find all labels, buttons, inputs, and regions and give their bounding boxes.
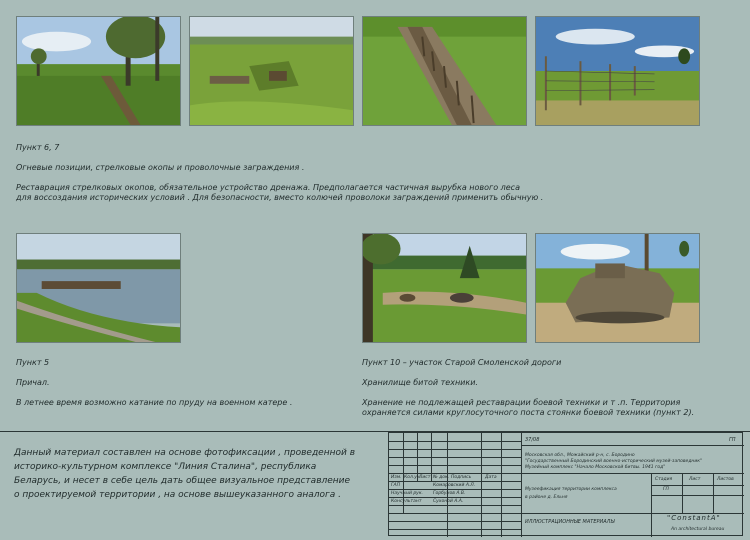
section3-line1: Хранилище битой техники.: [362, 378, 478, 387]
stamp-title2: в районе д. Ельня: [525, 495, 568, 500]
photo-road-landscape: [362, 233, 527, 343]
section3-heading: Пункт 10 – участок Старой Смоленской дороги: [362, 358, 562, 367]
stamp-hdr-list: Лист: [419, 475, 431, 480]
photo-field-trench: [16, 16, 181, 126]
stamp-company: "ConstantA": [667, 514, 721, 522]
section1-heading: Пункт 6, 7: [16, 143, 60, 152]
stamp-name3: Сухоной А.А.: [433, 499, 464, 504]
note-line1: Данный материал составлен на основе фотофиксации , проведенной в: [14, 448, 356, 458]
photo-pier-pond: [16, 233, 181, 343]
stamp-role2: Научный рук.: [391, 491, 423, 496]
stamp-address2: "Государственный Бородинский военно-исторический музей-заповедник": [525, 459, 703, 464]
section3-line3: охраняется силами круглосуточного поста стоянки боевой техники (пункт 2).: [362, 408, 695, 417]
section2-line1: Причал.: [16, 378, 50, 387]
stamp-hdr-koluch: Кол.уч.: [404, 475, 422, 480]
source-note: [14, 446, 374, 502]
stamp-col-list: Лист: [689, 477, 701, 482]
photo-timbered-trench: [362, 16, 527, 126]
title-block: [388, 432, 743, 536]
stamp-name1: Комаровский А.Л.: [433, 483, 476, 488]
stamp-title1: Музеефикация территории комплекса: [525, 487, 617, 492]
stamp-stadia-value: ГП: [663, 487, 669, 492]
stamp-col-stadia: Стадия: [655, 477, 673, 482]
note-line2: историко-культурном комплексе "Линия Сталина", республика: [14, 462, 317, 472]
section1-line2: Реставрация стрелковых окопов, обязательное устройство дренажа. Предполагается частичная вырубка нового леса: [16, 183, 520, 192]
stamp-name2: Горбунов А.В.: [433, 491, 466, 496]
stamp-role1: ГАП: [391, 483, 400, 488]
stamp-code: 37/08: [525, 437, 540, 443]
section3-line2: Хранение не подлежащей реставрации боевой техники и т .п. Территория: [362, 398, 681, 407]
stamp-company-sub: An architectural bureau: [671, 527, 725, 532]
stamp-hdr-data: Дата: [485, 475, 497, 480]
photo-trench-dugout: [189, 16, 354, 126]
note-line4: о проектируемой территории , на основе вышеуказанного аналога .: [14, 490, 341, 500]
stamp-stage-gp: ГП: [729, 437, 736, 443]
section1-line1: Огневые позиции, стрелковые окопы и проволочные заграждения .: [16, 163, 305, 172]
section1-line3: для воссоздания исторических условий . Для безопасности, вместо колючей проволоки заграждений применить обычную .: [16, 193, 544, 202]
stamp-hdr-podpis: Подпись: [451, 475, 472, 480]
photo-barbed-wire-fence: [535, 16, 700, 126]
section2-line2: В летнее время возможно катание по пруду на военном катере .: [16, 398, 293, 407]
note-line3: Беларусь, и несет в себе цель дать общее визуальное представление: [14, 476, 351, 486]
stamp-sheet-title: ИЛЛЮСТРАЦИОННЫЕ МАТЕРИАЛЫ: [525, 519, 615, 525]
stamp-address3: Музейный комплекс "Начало Московской битвы. 1941 год": [525, 465, 666, 470]
stamp-col-listov: Листов: [717, 477, 734, 482]
stamp-hdr-ndok: № док.: [433, 475, 450, 480]
section2-heading: Пункт 5: [16, 358, 50, 367]
stamp-hdr-izm: Изм.: [391, 475, 402, 480]
stamp-role3: Консультант: [391, 499, 422, 504]
photo-wrecked-tank: [535, 233, 700, 343]
stamp-address1: Московская обл., Можайский р-н, с. Бородино: [525, 453, 635, 458]
